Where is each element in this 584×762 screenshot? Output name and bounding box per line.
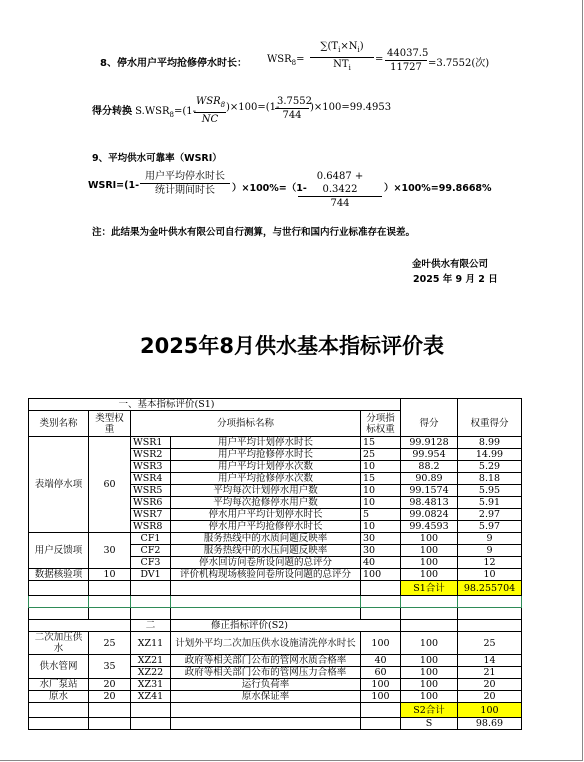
table-row: WSR3 用户平均计划停水次数 10 88.2 5.29 — [29, 461, 522, 473]
group3-name: 数据核验项 — [29, 569, 89, 581]
formula9-result: ）×100%=99.8668% — [384, 183, 492, 194]
spacer-row — [29, 596, 522, 608]
row-weighted: 8.99 — [458, 437, 522, 449]
s2-total-row — [29, 703, 522, 718]
row-name: 用户平均计划停水时长 — [171, 437, 361, 449]
indicator-table — [28, 398, 522, 730]
section2-number: 二 — [131, 620, 171, 632]
formula9-lhs: WSRI=(1- — [88, 180, 140, 191]
table-row: 原水 20 XZ41 原水保证率 100 100 20 — [29, 691, 522, 703]
header-score: 得分 — [401, 411, 458, 437]
formula9-fraction2: $\frac{0.6487 + 0.3422}{744}$ — [298, 170, 382, 210]
s-total-label: S — [401, 718, 458, 730]
section2-title: 修正指标评价(S2) — [171, 620, 401, 632]
s-total-value: 98.69 — [458, 718, 522, 730]
s-total-row — [29, 718, 522, 730]
formula8-fraction2: $\frac{44037.5}{11727}$ — [387, 48, 429, 73]
spacer-row — [29, 608, 522, 620]
row-score: 99.9128 — [401, 437, 458, 449]
table-row: WSR2 用户平均抢修停水时长 25 99.954 14.99 — [29, 449, 522, 461]
formula8-fraction1: $\sum(T_i\times N_i)$ $NT_i$ — [310, 40, 374, 75]
section2-row — [29, 620, 522, 632]
score-fraction2: $\frac{3.7552}{744}$ — [277, 96, 312, 121]
formula8-lhs: $WSR_8=$ — [267, 54, 305, 67]
section1-row — [29, 399, 522, 411]
table-row: WSR5 平均每次计划停水用户数 10 99.1574 5.95 — [29, 485, 522, 497]
signature-company: 金叶供水有限公司 — [412, 259, 489, 270]
row-code: WSR1 — [131, 437, 171, 449]
table-row: WSR6 平均每次抢修停水用户数 10 98.4813 5.91 — [29, 497, 522, 509]
header-type-weight: 类型权重 — [89, 411, 131, 437]
table-row — [29, 437, 522, 449]
table-row: WSR4 用户平均抢修停水次数 15 90.89 8.18 — [29, 473, 522, 485]
note: 注：此结果为金叶供水有限公司自行测算，与世行和国内行业标准存在误差。 — [92, 227, 416, 238]
header-weighted: 权重得分 — [458, 411, 522, 437]
s1-total-row — [29, 581, 522, 596]
header-item-name: 分项指标名称 — [131, 411, 361, 437]
page-title: 2025年8月供水基本指标评价表 — [139, 334, 445, 358]
s1-total-value: 98.255704 — [458, 581, 522, 596]
group3-weight: 10 — [89, 569, 131, 581]
formula8-result: =3.7552(次) — [428, 58, 490, 69]
row-weight: 15 — [361, 437, 401, 449]
group2-name: 用户反馈项 — [29, 533, 89, 569]
score-line: 得分转换 $S.WSR_8=(1-$ — [92, 106, 197, 119]
signature-date: 2025 年 9 月 2 日 — [413, 274, 498, 285]
section1-title: 一、基本指标评价(S1) — [89, 399, 401, 411]
table-row: 二次加压供水 25 XZ11 计划外平均二次加压供水设施清洗停水时长 100 100 25 — [29, 632, 522, 655]
table-row: 数据核验项 10 DV1 评价机构现场核验问卷所设问题的总评分 100 100 10 — [29, 569, 522, 581]
table-row: 供水管网 35 XZ21 政府等相关部门公布的管网水质合格率 40 100 14 — [29, 655, 522, 667]
formula9-mid: ）×100%=（1- — [232, 183, 307, 194]
group2-weight: 30 — [89, 533, 131, 569]
header-category: 类别名称 — [29, 411, 89, 437]
table-row: XZ22 政府等相关部门公布的管网压力合格率 60 100 21 — [29, 667, 522, 679]
score-mid: )×100=(1- — [226, 102, 280, 113]
formula9-fraction1: 用户平均停水时长 统计期间时长 — [140, 170, 230, 197]
table-row: WSR7 停水用户平均计划停水时长 5 99.0824 2.97 — [29, 509, 522, 521]
score-fraction1: $WSR_8$ NC — [196, 96, 226, 125]
header-item-weight: 分项指标权重 — [361, 411, 401, 437]
score-result: )×100=99.4953 — [310, 102, 392, 113]
formula8-title: 8、停水用户平均抢修停水时长： — [100, 58, 247, 69]
s2-category: 原水 — [29, 691, 89, 703]
s2-category: 水厂泵站 — [29, 679, 89, 691]
table-row: CF2 服务热线中的水压问题反映率 30 100 9 — [29, 545, 522, 557]
s2-category: 二次加压供水 — [29, 632, 89, 655]
formula9-title: 9、平均供水可靠率（WSRI） — [92, 153, 222, 164]
s2-total-label: S2合计 — [401, 703, 458, 718]
table-row: 用户反馈项 30 CF1 服务热线中的水质问题反映率 30 100 9 — [29, 533, 522, 545]
s2-category: 供水管网 — [29, 655, 89, 679]
table-row: WSR8 停水用户平均抢修停水时长 10 99.4593 5.97 — [29, 521, 522, 533]
group1-weight: 60 — [89, 437, 131, 533]
group1-name: 表端停水项 — [29, 437, 89, 533]
s1-total-label: S1合计 — [401, 581, 458, 596]
table-row: CF3 停水回访问卷所设问题的总评分 40 100 12 — [29, 557, 522, 569]
table-row: 水厂泵站 20 XZ31 运行负荷率 100 100 20 — [29, 679, 522, 691]
header-row — [29, 411, 522, 437]
s2-total-value: 100 — [458, 703, 522, 718]
